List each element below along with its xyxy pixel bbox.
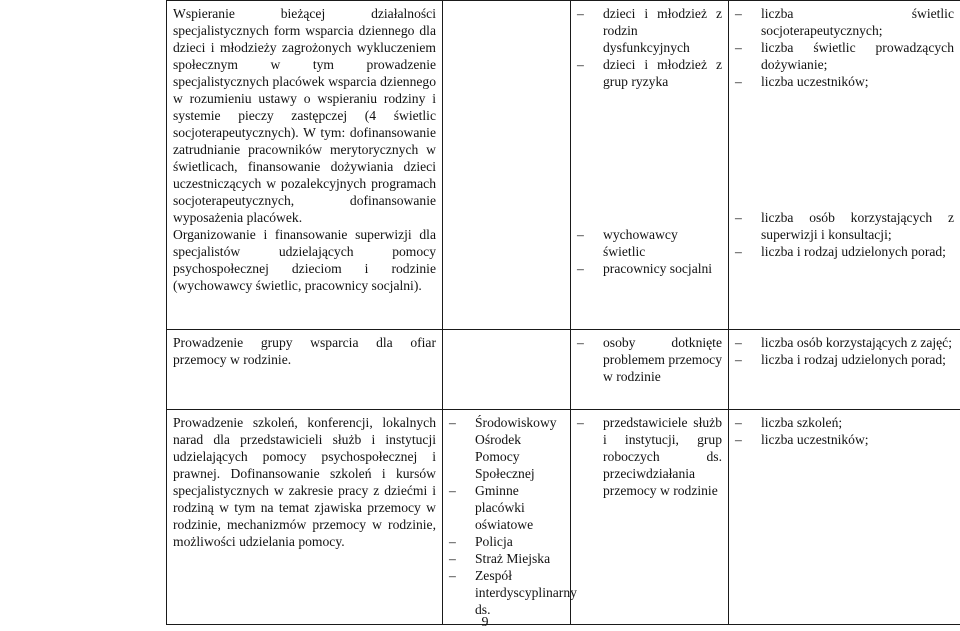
list-item: – liczba uczestników; (735, 73, 954, 90)
list-item: – liczba uczestników; (735, 431, 954, 448)
task-text: Organizowanie i finansowanie superwizji dla specjalistów udzielających pomocy psychospołecznej dzieciom i rodzinie (wychowawcy świetlic, pracownicy socjalni). (173, 227, 436, 293)
list-item: – Policja (449, 533, 564, 550)
list-item: – liczba i rodzaj udzielonych porad; (735, 351, 954, 368)
list-item: – liczba i rodzaj udzielonych porad; (735, 243, 954, 260)
list-item: – Straż Miejska (449, 550, 564, 567)
recipients-cell (571, 410, 729, 625)
list-item: – liczba osób korzystających z superwizji i konsultacji; (735, 209, 954, 243)
list-item: – liczba szkoleń; (735, 414, 954, 431)
task-text: Wspieranie bieżącej działalności specjalistycznych form wsparcia dziennego dla dzieci i młodzieży zagrożonych wykluczeniem społecznym w tym prowadzenie specjalistycznych placówek wsparcia dziennego w rozumieniu ustawy o wspieraniu rodziny i systemie pieczy zastępczej (4 świetlic socjoterapeutycznych). W tym: dofinansowanie zatrudnianie pracowników merytorycznych w świetlicach, finansowanie dożywiania dzieci uczestniczących w pozalekcyjnych programach socjoterapeutycznych, dofinansowanie wyposażenia placówek. (173, 6, 436, 225)
table-row (167, 1, 960, 330)
indicators-list (735, 414, 954, 448)
indicators-list (735, 209, 954, 260)
partners-cell (443, 410, 577, 625)
recipients-list (577, 334, 722, 385)
list-item: – wychowawcy świetlic (577, 226, 722, 260)
partners-cell (443, 1, 571, 330)
recipients-cell (571, 330, 729, 410)
recipients-list (577, 226, 722, 277)
list-item: – Gminne placówki oświatowe (449, 482, 564, 533)
task-text: Prowadzenie grupy wsparcia dla ofiar przemocy w rodzinie. (173, 335, 436, 367)
list-item: – osoby dotknięte problemem przemocy w rodzinie (577, 334, 722, 385)
list-item: – liczba osób korzystających z zajęć; (735, 334, 954, 351)
task-cell (167, 1, 443, 330)
list-item: – dzieci i młodzież z grup ryzyka (577, 56, 722, 90)
list-item: – pracownicy socjalni (577, 260, 722, 277)
indicators-list (735, 334, 954, 368)
task-text: Prowadzenie szkoleń, konferencji, lokalnych narad dla przedstawicieli służb i instytucji udzielających pomocy psychospołecznej i prawnej. Dofinansowanie szkoleń i kursów specjalistycznych w zakresie pracy z dziećmi i rodziną w tym na temat zjawiska przemocy w rodzinie, mechanizmów przemocy w rodzinie, możliwości udzielania pomocy. (173, 415, 436, 549)
list-item: – Zespół interdyscyplinarny ds. (449, 567, 564, 618)
indicators-cell (729, 410, 960, 625)
list-item: – dzieci i młodzież z rodzin dysfunkcyjnych (577, 5, 722, 56)
task-cell (167, 330, 443, 410)
list-item: – przedstawiciele służb i instytucji, grup roboczych ds. przeciwdziałania przemocy w rodzinie (577, 414, 722, 499)
table-row (167, 410, 960, 625)
recipients-list (577, 5, 722, 90)
recipients-list (577, 414, 722, 499)
task-cell (167, 410, 443, 625)
partners-list (449, 414, 577, 618)
program-table (166, 0, 960, 625)
indicators-list (735, 5, 954, 90)
indicators-cell (729, 1, 960, 330)
list-item: – liczba świetlic prowadzących dożywianie; (735, 39, 954, 73)
recipients-cell (571, 1, 729, 330)
table-row (167, 330, 960, 410)
indicators-cell (729, 330, 960, 410)
list-item: – liczba świetlic socjoterapeutycznych; (735, 5, 954, 39)
list-item: – Środowiskowy Ośrodek Pomocy Społecznej (449, 414, 564, 482)
partners-cell (443, 330, 571, 410)
page-number: 9 (481, 615, 489, 630)
